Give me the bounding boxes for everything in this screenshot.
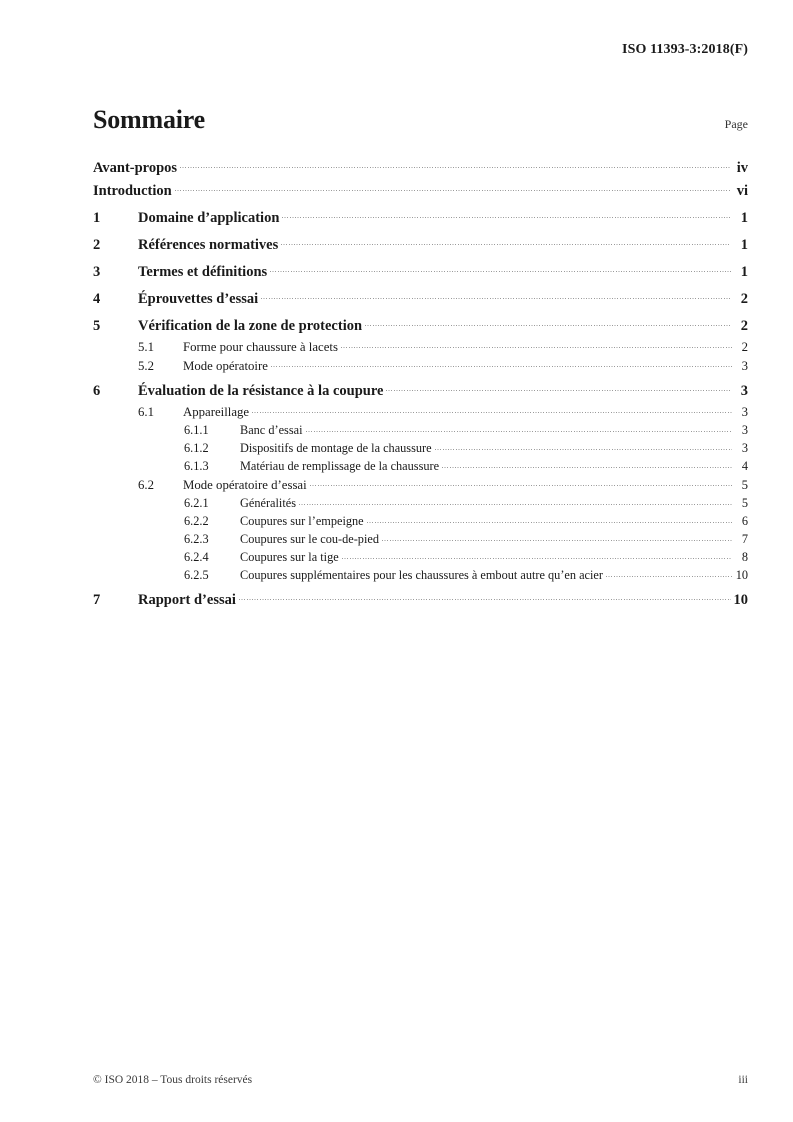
toc-entry-number: 6.1.3 xyxy=(184,459,209,474)
toc-entry[interactable] xyxy=(93,549,748,567)
toc-entry-label: Références normatives xyxy=(138,236,279,253)
toc-entry-label: Mode opératoire d’essai xyxy=(183,477,307,492)
toc-entry-label: Rapport d’essai xyxy=(138,591,236,608)
toc-entry-number: 1 xyxy=(93,209,101,226)
toc-entry-label: Coupures sur la tige xyxy=(240,550,339,565)
toc-entry-number: 6.2.5 xyxy=(184,568,209,583)
toc-entry-page-number: 2 xyxy=(740,290,748,307)
toc-entry[interactable] xyxy=(93,531,748,549)
toc-entry[interactable] xyxy=(93,207,748,230)
toc-entry-page-number: iv xyxy=(736,159,748,176)
toc-entry[interactable] xyxy=(93,357,748,376)
toc-entry[interactable] xyxy=(93,458,748,476)
toc-entry-page-number: 8 xyxy=(741,550,748,565)
toc-entry-page-number: 2 xyxy=(740,317,748,334)
toc-entry-page-number: 5 xyxy=(741,496,748,511)
toc-dot-leader xyxy=(606,567,732,579)
toc-dot-leader xyxy=(271,357,732,370)
page-title: Sommaire xyxy=(93,105,206,134)
toc-entry-page-number: 3 xyxy=(741,441,748,456)
toc-dot-leader xyxy=(341,338,732,351)
document-footer xyxy=(93,1074,748,1086)
toc-dot-leader xyxy=(281,234,731,249)
toc-entry-page-number: 7 xyxy=(741,532,748,547)
toc-entry-number: 4 xyxy=(93,290,101,307)
toc-entry[interactable] xyxy=(93,476,748,495)
toc-entry[interactable] xyxy=(93,422,748,440)
toc-entry-label: Avant-propos xyxy=(93,159,178,176)
toc-entry-number: 2 xyxy=(93,236,101,253)
toc-entry[interactable] xyxy=(93,589,748,612)
page-column-header: Page xyxy=(724,117,748,131)
toc-entry-page-number: 10 xyxy=(735,568,748,583)
toc-dot-leader xyxy=(270,261,731,276)
toc-entry[interactable] xyxy=(93,234,748,257)
toc-entry-number: 6 xyxy=(93,382,101,399)
toc-title-row xyxy=(93,106,748,135)
toc-entry-number: 6.2.1 xyxy=(184,496,209,511)
toc-entry-page-number: 4 xyxy=(741,459,748,474)
toc-entry-label: Coupures sur le cou-de-pied xyxy=(240,532,379,547)
toc-entry-number: 6.2.4 xyxy=(184,550,209,565)
toc-dot-leader xyxy=(382,531,732,543)
document-header-standard-reference: ISO 11393-3:2018(F) xyxy=(622,42,748,57)
toc-dot-leader xyxy=(365,315,731,330)
toc-entry-page-number: 10 xyxy=(733,591,748,608)
toc-entry[interactable] xyxy=(93,440,748,458)
toc-entry-number: 7 xyxy=(93,591,101,608)
toc-entry[interactable] xyxy=(93,338,748,357)
toc-entry-page-number: 3 xyxy=(741,358,748,373)
toc-dot-leader xyxy=(261,288,731,303)
toc-entry-label: Introduction xyxy=(93,182,172,199)
toc-entry-number: 5.1 xyxy=(138,339,154,354)
table-of-contents xyxy=(93,157,748,612)
toc-entry-page-number: 3 xyxy=(741,404,748,419)
toc-entry[interactable] xyxy=(93,288,748,311)
toc-dot-leader xyxy=(342,549,732,561)
toc-dot-leader xyxy=(442,458,732,470)
toc-dot-leader xyxy=(306,422,733,434)
toc-dot-leader xyxy=(180,157,731,172)
toc-entry[interactable] xyxy=(93,157,748,180)
toc-entry-page-number: 3 xyxy=(740,382,748,399)
toc-entry-number: 6.2.3 xyxy=(184,532,209,547)
toc-entry[interactable] xyxy=(93,261,748,284)
toc-entry-label: Termes et définitions xyxy=(138,263,268,280)
toc-entry[interactable] xyxy=(93,567,748,585)
toc-entry-page-number: vi xyxy=(736,182,748,199)
toc-dot-leader xyxy=(299,495,732,507)
toc-dot-leader xyxy=(386,380,731,395)
toc-entry-number: 6.1.2 xyxy=(184,441,209,456)
toc-entry-page-number: 1 xyxy=(740,236,748,253)
toc-entry[interactable] xyxy=(93,495,748,513)
footer-page-number: iii xyxy=(738,1074,748,1086)
toc-entry-page-number: 2 xyxy=(741,339,748,354)
toc-dot-leader xyxy=(310,476,732,489)
toc-entry-label: Dispositifs de montage de la chaussure xyxy=(240,441,432,456)
toc-entry[interactable] xyxy=(93,315,748,338)
footer-copyright: © ISO 2018 – Tous droits réservés xyxy=(93,1074,253,1086)
toc-entry[interactable] xyxy=(93,180,748,203)
toc-entry-number: 6.1.1 xyxy=(184,423,209,438)
toc-entry-label: Mode opératoire xyxy=(183,358,268,373)
toc-entry-label: Banc d’essai xyxy=(240,423,303,438)
toc-dot-leader xyxy=(175,180,731,195)
toc-entry-number: 5.2 xyxy=(138,358,154,373)
toc-dot-leader xyxy=(367,513,732,525)
toc-dot-leader xyxy=(252,403,732,416)
toc-dot-leader xyxy=(239,589,731,604)
toc-entry-number: 6.2.2 xyxy=(184,514,209,529)
toc-dot-leader xyxy=(282,207,731,222)
toc-entry-label: Forme pour chaussure à lacets xyxy=(183,339,338,354)
toc-entry-number: 3 xyxy=(93,263,101,280)
toc-entry-label: Évaluation de la résistance à la coupure xyxy=(138,382,384,399)
toc-entry-page-number: 6 xyxy=(741,514,748,529)
toc-entry-number: 6.1 xyxy=(138,404,154,419)
toc-entry-label: Coupures supplémentaires pour les chaussures à embout autre qu’en acier xyxy=(240,568,603,583)
toc-entry[interactable] xyxy=(93,513,748,531)
toc-entry-label: Matériau de remplissage de la chaussure xyxy=(240,459,440,474)
toc-dot-leader xyxy=(435,440,732,452)
toc-entry-label: Vérification de la zone de protection xyxy=(138,317,363,334)
toc-entry[interactable] xyxy=(93,380,748,403)
toc-entry-page-number: 5 xyxy=(741,477,748,492)
toc-entry-label: Domaine d’application xyxy=(138,209,280,226)
toc-entry-label: Généralités xyxy=(240,496,296,511)
toc-entry-label: Éprouvettes d’essai xyxy=(138,290,259,307)
toc-entry-page-number: 1 xyxy=(740,209,748,226)
toc-entry[interactable] xyxy=(93,403,748,422)
toc-entry-number: 6.2 xyxy=(138,477,154,492)
toc-entry-page-number: 3 xyxy=(741,423,748,438)
toc-entry-label: Appareillage xyxy=(183,404,250,419)
toc-entry-label: Coupures sur l’empeigne xyxy=(240,514,364,529)
toc-entry-page-number: 1 xyxy=(740,263,748,280)
toc-entry-number: 5 xyxy=(93,317,101,334)
